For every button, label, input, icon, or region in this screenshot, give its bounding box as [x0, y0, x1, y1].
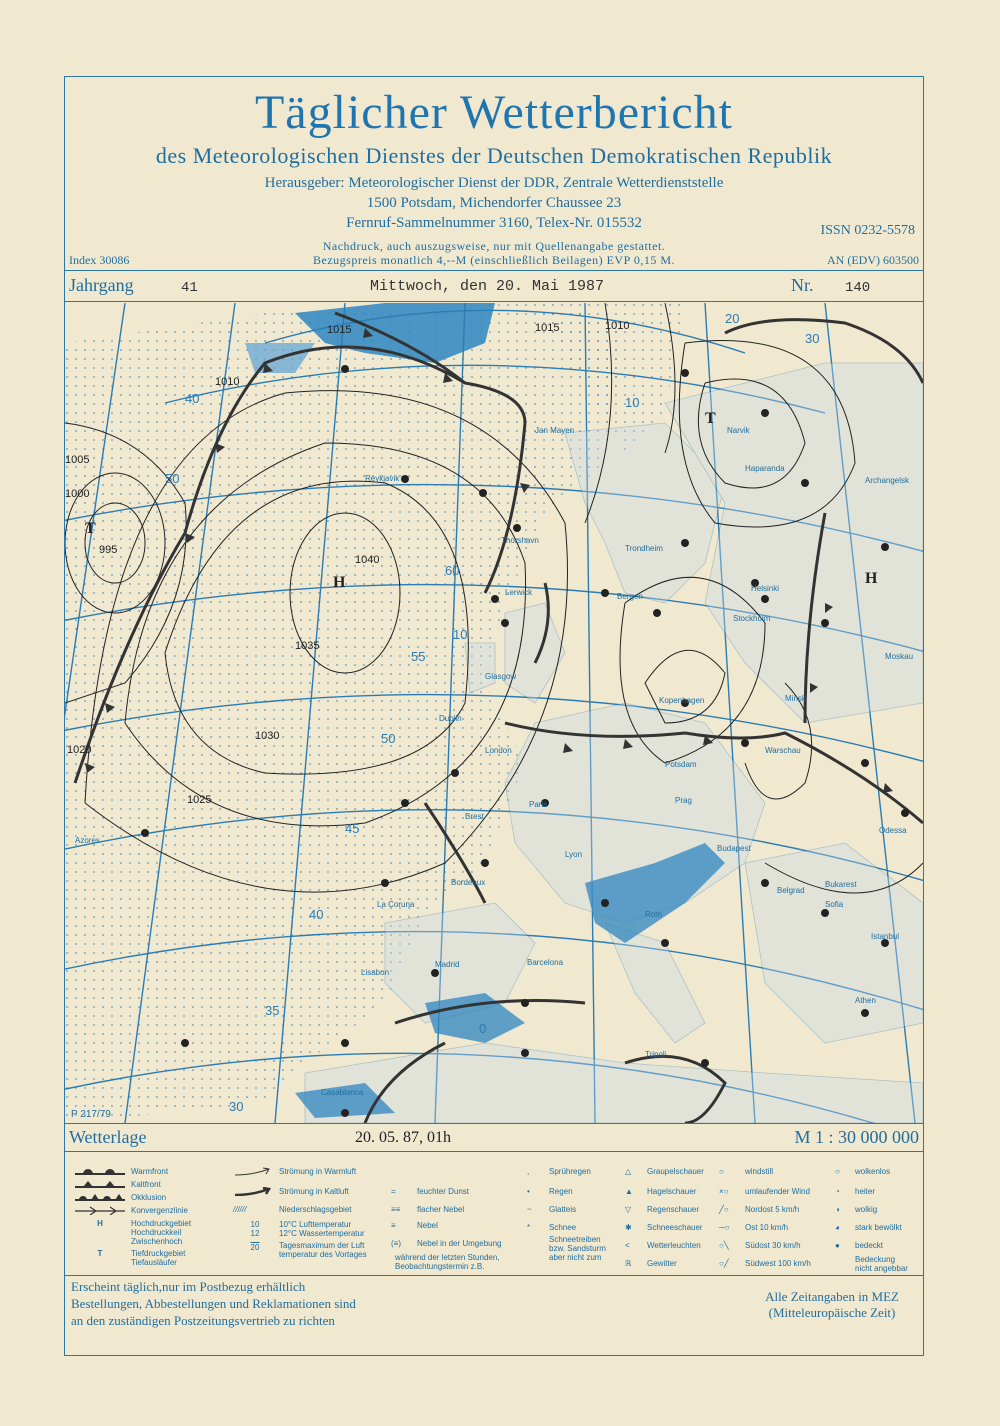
header-divider	[65, 270, 923, 271]
reprint-note: Nachdruck, auch auszugsweise, nur mit Quellenangabe gestattet.	[322, 239, 666, 253]
svg-text:Archangelsk: Archangelsk	[865, 476, 910, 485]
svg-text:0: 0	[479, 1021, 487, 1036]
legend-zwischenhoch: Zwischenhoch	[131, 1237, 183, 1246]
issue-number: 140	[845, 280, 871, 296]
svg-text:Casablanca: Casablanca	[321, 1088, 364, 1097]
svg-text:Athen: Athen	[855, 996, 876, 1005]
svg-text:1040: 1040	[355, 554, 380, 566]
svg-text:Rom: Rom	[645, 910, 662, 919]
legend-nordost: ╱○ Nordost 5 km/h	[719, 1205, 800, 1214]
svg-text:Madrid: Madrid	[435, 960, 460, 969]
legend-windstill: ○ windstill	[719, 1167, 774, 1176]
svg-text:Jan Mayen: Jan Mayen	[535, 426, 575, 435]
footer-line-3: an den zuständigen Postzeitungsvertrieb zu richten	[71, 1313, 335, 1328]
legend-schneetreiben: Schneetreiben	[549, 1235, 601, 1244]
svg-text:45: 45	[345, 821, 360, 836]
legend-bedeckung: Bedeckung	[855, 1255, 896, 1264]
legend-glatteis: ~ Glatteis	[527, 1205, 577, 1214]
legend-nicht-angebbar: nicht angebbar	[855, 1264, 908, 1273]
low-pressure-symbol-west: T	[85, 520, 96, 537]
svg-text:60: 60	[445, 563, 460, 578]
svg-text:1010: 1010	[605, 320, 630, 332]
high-pressure-symbol-east: H	[865, 570, 878, 587]
legend-warmfront: Warmfront	[75, 1167, 168, 1176]
an-code: AN (EDV) 603500	[827, 253, 919, 267]
legend-spruehregen: , Sprühregen	[527, 1167, 591, 1176]
low-pressure-symbol: T	[705, 410, 716, 427]
legend-bedeckt: ● bedeckt	[835, 1241, 884, 1250]
svg-text:London: London	[485, 746, 512, 755]
svg-text:Prag: Prag	[675, 796, 692, 805]
svg-text:1020: 1020	[67, 744, 92, 756]
svg-text:1035: 1035	[295, 640, 320, 652]
footer-line-2: Bestellungen, Abbestellungen und Reklamationen sind	[71, 1296, 356, 1311]
legend-graupelschauer: △ Graupelschauer	[625, 1167, 704, 1176]
legend-aber-nicht: aber nicht zum	[549, 1253, 602, 1262]
legend-suedost: ○╲ Südost 30 km/h	[719, 1241, 801, 1250]
legend-temp-max-example: 20	[250, 1243, 260, 1252]
legend-stark-bewoelkt: ◕ stark bewölkt	[835, 1223, 902, 1232]
high-pressure-symbol: H	[333, 574, 346, 591]
svg-text:1030: 1030	[255, 730, 280, 742]
issue-date: Mittwoch, den 20. Mai 1987	[370, 278, 605, 295]
svg-text:Lisabon: Lisabon	[361, 968, 390, 977]
jahrgang-number: 41	[181, 280, 198, 296]
weather-map-svg	[65, 303, 923, 1123]
svg-text:1005: 1005	[65, 454, 90, 466]
svg-text:Thorshavn: Thorshavn	[501, 536, 539, 545]
svg-text:Potsdam: Potsdam	[665, 760, 697, 769]
svg-text:Helsinki: Helsinki	[751, 584, 780, 593]
svg-text:Lyon: Lyon	[565, 850, 583, 859]
svg-text:Budapest: Budapest	[717, 844, 751, 853]
legend-letzte-stunden: während der letzten Stunden,	[395, 1253, 500, 1262]
legend-konvergenzlinie: Konvergenzlinie	[75, 1206, 188, 1215]
svg-text:10: 10	[625, 395, 640, 410]
legend-regenschauer: ▽ Regenschauer	[625, 1205, 700, 1214]
svg-text:Moskau: Moskau	[885, 652, 914, 661]
svg-text:Bukarest: Bukarest	[825, 880, 857, 889]
legend-top-divider	[65, 1151, 923, 1152]
svg-text:55: 55	[411, 649, 426, 664]
legend-nebel: ≡ Nebel	[391, 1221, 438, 1230]
weather-report-sheet	[64, 76, 924, 1356]
legend-beobachtungstermin: Beobachtungstermin z.B.	[395, 1262, 485, 1271]
report-title: Täglicher Wetterbericht	[254, 86, 733, 139]
svg-text:Azores: Azores	[75, 836, 100, 845]
nr-label: Nr.	[791, 275, 814, 295]
legend-vortag: temperatur des Vortages	[279, 1250, 367, 1259]
legend-temp-example: 10 12	[250, 1220, 260, 1238]
svg-text:Barcelona: Barcelona	[527, 958, 564, 967]
legend-kaltfront: Kaltfront	[75, 1180, 161, 1189]
jahrgang-label: Jahrgang	[69, 275, 134, 295]
svg-text:Paris: Paris	[529, 800, 548, 809]
svg-text:Trondheim: Trondheim	[625, 544, 663, 553]
legend-lufttemperatur: 10°C Lufttemperatur	[279, 1220, 352, 1229]
svg-text:Kopenhagen: Kopenhagen	[659, 696, 705, 705]
svg-text:Minsk: Minsk	[785, 694, 806, 703]
map-code: P 217/79	[71, 1109, 111, 1120]
issn: ISSN 0232-5578	[820, 223, 915, 238]
legend-stroemung-kaltluft: Strömung in Kaltluft	[233, 1187, 349, 1196]
svg-text:Istanbul: Istanbul	[871, 932, 900, 941]
legend-wolkig: ◑ wolkig	[835, 1205, 878, 1214]
svg-text:30: 30	[805, 331, 820, 346]
svg-text:La Coruna: La Coruna	[377, 900, 415, 909]
svg-text:Stockholm: Stockholm	[733, 614, 771, 623]
legend-hochdruckkeil: Hochdruckkeil	[131, 1228, 182, 1237]
price-note: Bezugspreis monatlich 4,--M (einschließlich Beilagen) EVP 0,15 M.	[313, 253, 675, 267]
publisher-line-2: 1500 Potsdam, Michendorfer Chaussee 23	[366, 195, 622, 211]
publisher-line-3: Fernruf-Sammelnummer 3160, Telex-Nr. 015532	[346, 215, 642, 231]
legend-ost: ─○ Ost 10 km/h	[719, 1223, 789, 1232]
svg-text:Tripoli: Tripoli	[645, 1050, 667, 1059]
legend-regen: • Regen	[527, 1187, 573, 1196]
index-number: Index 30086	[69, 253, 130, 267]
footer-timezone	[765, 1289, 899, 1321]
svg-text:Haparanda: Haparanda	[745, 464, 785, 473]
svg-text:995: 995	[99, 544, 118, 556]
svg-text:Reykjavik: Reykjavik	[365, 474, 400, 483]
svg-text:Sofia: Sofia	[825, 900, 844, 909]
legend-gewitter: ℝ Gewitter	[625, 1259, 677, 1268]
svg-text:20: 20	[725, 311, 740, 326]
svg-text:1010: 1010	[215, 376, 240, 388]
legend-hochdruckgebiet: H Hochdruckgebiet	[97, 1219, 192, 1229]
svg-text:Dublin: Dublin	[439, 714, 462, 723]
svg-text:Warschau: Warschau	[765, 746, 801, 755]
legend-feuchter-dunst: = feuchter Dunst	[391, 1187, 470, 1196]
footer-timezone-line-2: (Mitteleuropäische Zeit)	[768, 1305, 896, 1320]
legend-sandsturm: bzw. Sandsturm	[549, 1244, 606, 1253]
legend-schnee: * Schnee	[527, 1223, 577, 1232]
svg-text:Odessa: Odessa	[879, 826, 907, 835]
map-timestamp: 20. 05. 87, 01h	[355, 1129, 451, 1146]
svg-text:Lerwick: Lerwick	[505, 588, 533, 597]
svg-text:50: 50	[381, 731, 396, 746]
legend-stroemung-warmluft: Strömung in Warmluft	[233, 1167, 356, 1176]
wetterlage-label: Wetterlage	[69, 1127, 147, 1147]
legend-tiefauslaeufer: Tiefausläufer	[131, 1258, 177, 1267]
legend-heiter: ◔ heiter	[835, 1187, 876, 1196]
svg-text:Narvik: Narvik	[727, 426, 750, 435]
svg-text:1000: 1000	[65, 488, 90, 500]
svg-text:1015: 1015	[327, 324, 352, 336]
legend-schneeschauer: ✱ Schneeschauer	[625, 1223, 703, 1232]
weather-map	[65, 303, 923, 1123]
svg-text:1025: 1025	[187, 794, 212, 806]
publisher-line-1: Herausgeber: Meteorologischer Dienst der DDR, Zentrale Wetterdienststelle	[264, 175, 724, 191]
legend-suedwest: ○╱ Südwest 100 km/h	[719, 1259, 811, 1268]
svg-text:Bergen: Bergen	[617, 592, 643, 601]
footer-timezone-line-1: Alle Zeitangaben in MEZ	[765, 1289, 899, 1304]
svg-text:35: 35	[265, 1003, 280, 1018]
legend-okklusion: Okklusion	[75, 1193, 166, 1202]
legend-tagesmaximum: Tagesmaximum der Luft	[279, 1241, 365, 1250]
map-scale: M 1 : 30 000 000	[794, 1127, 919, 1147]
svg-text:Glasgow: Glasgow	[485, 672, 517, 681]
svg-text:1015: 1015	[535, 322, 560, 334]
legend-tiefdruckgebiet: T Tiefdruckgebiet	[97, 1249, 186, 1259]
legend-umlaufender-wind: ×○ umlaufender Wind	[719, 1187, 810, 1196]
legend-hagelschauer: ▲ Hagelschauer	[625, 1187, 697, 1196]
legend-nebel-umgebung: (≡) Nebel in der Umgebung	[391, 1239, 502, 1248]
legend-wetterleuchten: < Wetterleuchten	[625, 1241, 701, 1250]
footer-line-1: Erscheint täglich,nur im Postbezug erhältlich	[71, 1279, 306, 1294]
issue-divider	[65, 301, 923, 302]
svg-text:40: 40	[309, 907, 324, 922]
legend-wassertemperatur: 12°C Wassertemperatur	[279, 1229, 365, 1238]
footer-divider	[65, 1275, 923, 1276]
svg-text:10: 10	[453, 627, 468, 642]
legend-niederschlagsgebiet: ////// Niederschlagsgebiet	[233, 1205, 352, 1215]
svg-text:30: 30	[229, 1099, 244, 1114]
svg-text:Belgrad: Belgrad	[777, 886, 805, 895]
legend-wolkenlos: ○ wolkenlos	[835, 1167, 891, 1176]
svg-text:Bordeaux: Bordeaux	[451, 878, 486, 887]
report-subtitle: des Meteorologischen Dienstes der Deutschen Demokratischen Republik	[155, 143, 833, 168]
svg-text:40: 40	[185, 391, 200, 406]
svg-text:Brest: Brest	[465, 812, 484, 821]
legend-flacher-nebel: ≡≡ flacher Nebel	[391, 1205, 465, 1214]
svg-text:50: 50	[165, 471, 180, 486]
map-bottom-divider	[65, 1123, 923, 1124]
